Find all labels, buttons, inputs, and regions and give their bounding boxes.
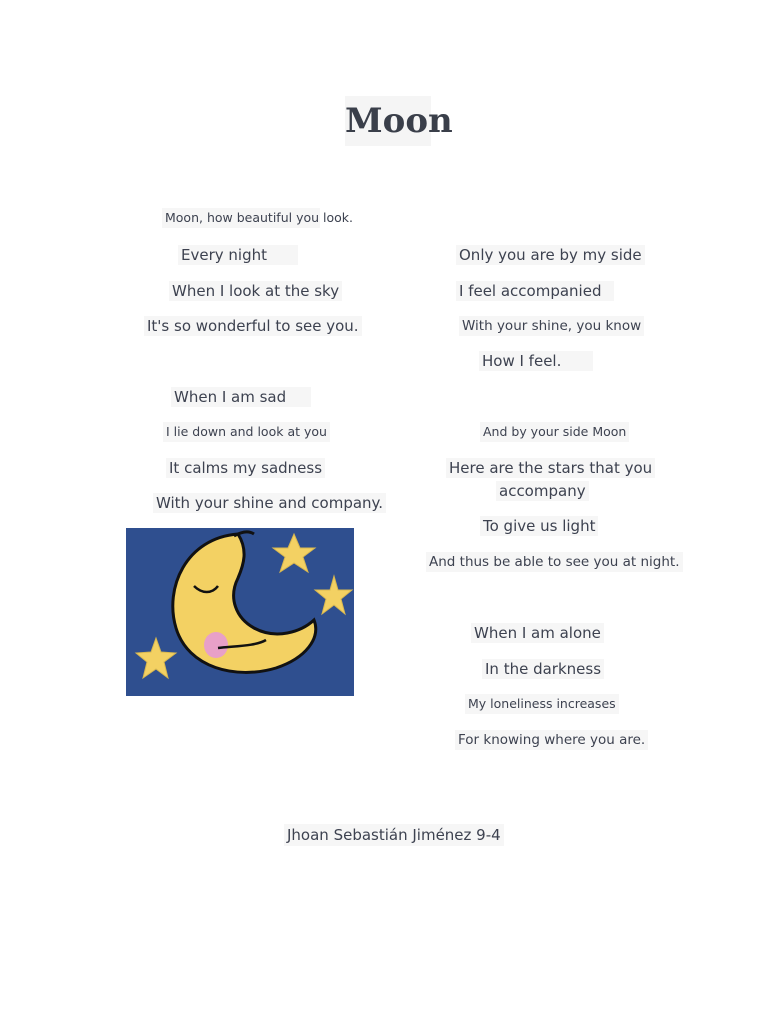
right-line-8: To give us light bbox=[480, 516, 598, 536]
right-line-10: When I am alone bbox=[471, 623, 604, 643]
right-line-3: With your shine, you know bbox=[459, 316, 644, 336]
left-line-5: When I am sad bbox=[171, 387, 311, 407]
right-line-5: And by your side Moon bbox=[480, 422, 629, 442]
poem-title: Moon bbox=[345, 96, 431, 146]
right-line-12: My loneliness increases bbox=[465, 694, 619, 714]
left-line-1: Moon, how beautiful you look. bbox=[162, 208, 320, 228]
right-line-11: In the darkness bbox=[482, 659, 604, 679]
right-line-9: And thus be able to see you at night. bbox=[426, 552, 683, 572]
left-line-8: With your shine and company. bbox=[153, 493, 386, 513]
left-line-6: I lie down and look at you bbox=[163, 422, 330, 442]
right-line-6: Here are the stars that you bbox=[446, 458, 655, 478]
left-line-7: It calms my sadness bbox=[166, 458, 325, 478]
right-line-4: How I feel. bbox=[479, 351, 593, 371]
moon-illustration bbox=[126, 528, 354, 696]
pink-cheek bbox=[204, 632, 228, 658]
left-line-4: It's so wonderful to see you. bbox=[144, 316, 362, 336]
author-signature: Jhoan Sebastián Jiménez 9-4 bbox=[284, 824, 504, 846]
left-line-2: Every night bbox=[178, 245, 298, 265]
left-line-3: When I look at the sky bbox=[169, 281, 342, 301]
right-line-7: accompany bbox=[496, 481, 589, 501]
right-line-2: I feel accompanied bbox=[456, 281, 614, 301]
right-line-13: For knowing where you are. bbox=[455, 730, 648, 750]
sleeping-moon-icon bbox=[126, 528, 354, 696]
right-line-1: Only you are by my side bbox=[456, 245, 645, 265]
